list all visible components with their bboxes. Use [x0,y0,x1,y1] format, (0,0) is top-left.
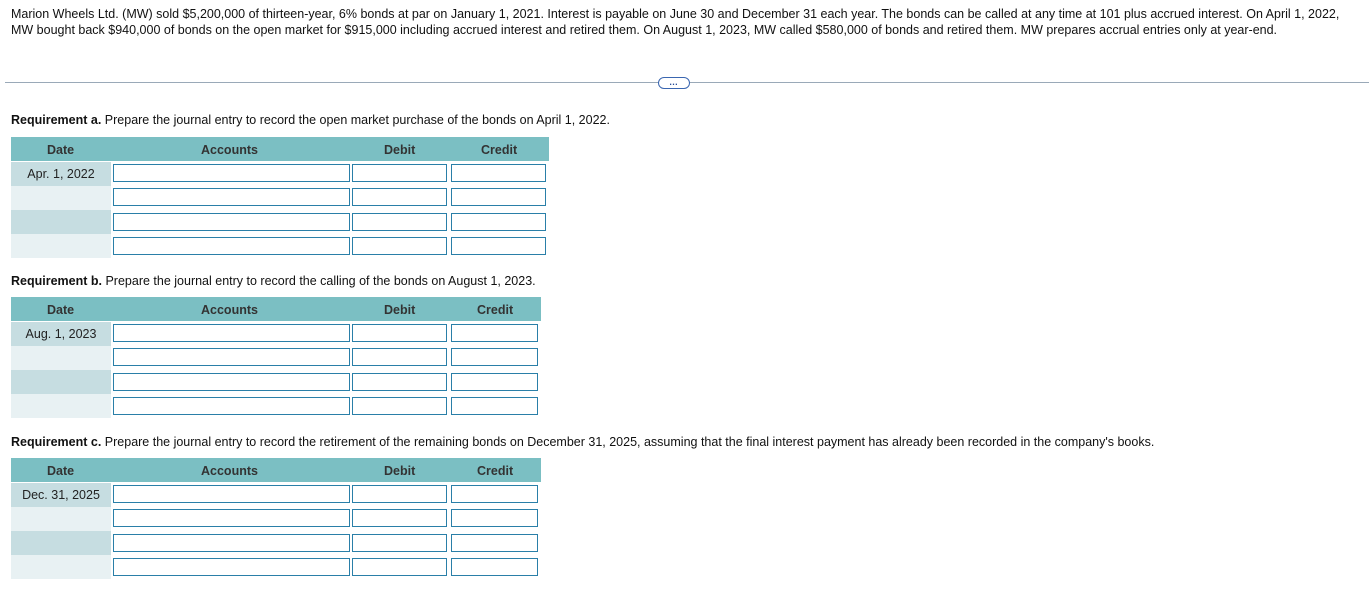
debit-input[interactable] [352,485,447,503]
header-accounts: Accounts [201,464,258,478]
credit-input[interactable] [451,485,538,503]
credit-input[interactable] [451,213,546,231]
credit-input[interactable] [451,237,546,255]
table-row [11,507,111,531]
debit-input[interactable] [352,237,447,255]
debit-input[interactable] [352,213,447,231]
problem-statement: Marion Wheels Ltd. (MW) sold $5,200,000 of thirteen-year, 6% bonds at par on January 1, 2021. Interest is payable on June 30 and December 31 each year. The bonds can be called at any time at 101 plus accrued interest. On April 1, 2022, MW bought back $940,000 of bonds on the open market for $915,000 including accrued interest and retired them. On August 1, 2023, MW called $580,000 of bonds and retired them. MW prepares accrual entries only at year-end. [11,7,1340,37]
account-input[interactable] [113,534,350,552]
account-input[interactable] [113,509,350,527]
credit-input[interactable] [451,373,538,391]
credit-input[interactable] [451,188,546,206]
table-header [11,137,549,161]
requirement-a-label: Requirement a. [11,113,102,127]
debit-input[interactable] [352,188,447,206]
header-debit: Debit [384,464,416,478]
table-row [11,322,111,346]
credit-input[interactable] [451,534,538,552]
requirement-b-label: Requirement b. [11,274,102,288]
account-input[interactable] [113,485,350,503]
debit-input[interactable] [352,164,447,182]
requirement-a-text: Prepare the journal entry to record the open market purchase of the bonds on April 1, 2022. [101,113,610,127]
debit-input[interactable] [352,558,447,576]
debit-input[interactable] [352,534,447,552]
table-row [11,210,111,234]
header-credit: Credit [477,303,514,317]
account-input[interactable] [113,348,350,366]
table-row [11,483,111,507]
account-input[interactable] [113,237,350,255]
requirement-c-label: Requirement c. [11,435,102,449]
table-row [11,186,111,210]
account-input[interactable] [113,324,350,342]
account-input[interactable] [113,164,350,182]
header-date: Date [47,303,75,317]
requirement-c-text: Prepare the journal entry to record the retirement of the remaining bonds on December 31, 2025, assuming that the final interest payment has already been recorded in the company's books. [101,435,1155,449]
debit-input[interactable] [352,373,447,391]
debit-input[interactable] [352,509,447,527]
table-row [11,346,111,370]
expand-more-button[interactable]: … [658,77,690,89]
header-date: Date [47,143,75,157]
entry-date: Aug. 1, 2023 [25,327,97,341]
table-row [11,234,111,258]
account-input[interactable] [113,373,350,391]
table-row [11,370,111,394]
account-input[interactable] [113,188,350,206]
account-input[interactable] [113,397,350,415]
entry-date: Dec. 31, 2025 [22,488,100,502]
header-credit: Credit [481,143,518,157]
debit-input[interactable] [352,397,447,415]
requirement-a-prompt [11,113,610,127]
requirement-b-prompt [11,274,536,288]
table-header [11,458,541,482]
credit-input[interactable] [451,397,538,415]
header-debit: Debit [384,143,416,157]
credit-input[interactable] [451,164,546,182]
requirement-b-text: Prepare the journal entry to record the calling of the bonds on August 1, 2023. [102,274,536,288]
account-input[interactable] [113,213,350,231]
debit-input[interactable] [352,324,447,342]
header-debit: Debit [384,303,416,317]
table-row [11,555,111,579]
credit-input[interactable] [451,348,538,366]
header-date: Date [47,464,75,478]
header-credit: Credit [477,464,514,478]
debit-input[interactable] [352,348,447,366]
credit-input[interactable] [451,558,538,576]
header-accounts: Accounts [201,303,258,317]
account-input[interactable] [113,558,350,576]
requirement-c-prompt [11,435,1154,449]
table-row [11,162,111,186]
table-row [11,394,111,418]
credit-input[interactable] [451,324,538,342]
entry-date: Apr. 1, 2022 [27,167,95,181]
header-accounts: Accounts [201,143,258,157]
table-header [11,297,541,321]
credit-input[interactable] [451,509,538,527]
table-row [11,531,111,555]
